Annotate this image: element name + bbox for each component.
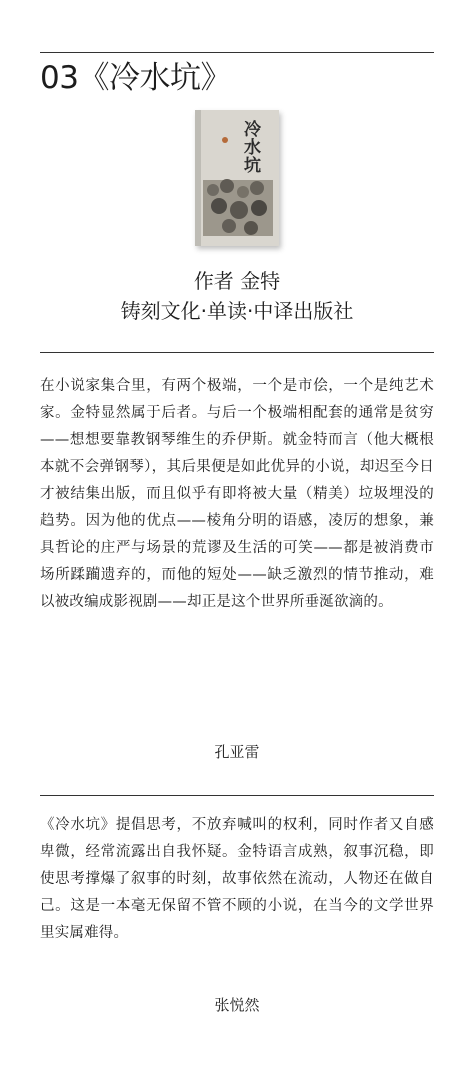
book-cover-image (195, 110, 279, 246)
review-author: 张悦然 (214, 996, 260, 1014)
review-author: 孔亚雷 (214, 743, 260, 761)
review-text: 在小说家集合里，有两个极端，一个是市侩，一个是纯艺术家。金特显然属于后者。与后一个极端相配套的通常是贫穷——想想要靠教钢琴维生的乔伊斯。就金特而言（他大概根本就不会弹钢琴），其后果便是如此优异的小说，却迟至今日才被结集出版，而且似乎有即将被大量（精美）垃圾埋没的趋势。因为他的优点——棱角分明的语感，凌厉的想象，兼具哲论的庄严与场景的荒谬及生活的可笑——都是被消费市场所蹂躏遗弃的，而他的短处——缺乏激烈的情节推动，难以被改编成影视剧——却正是这个世界所垂涎欲滴的。 (40, 378, 434, 610)
book-publisher: 铸刻文化·单读·中译出版社 (120, 299, 354, 323)
section-title: 03《冷水坑》 (40, 60, 231, 96)
book-author: 作者 金特 (193, 269, 281, 293)
top-divider (40, 52, 434, 53)
cover-title: 冷水坑 (240, 120, 260, 174)
review-divider (40, 795, 434, 796)
meta-divider (40, 352, 434, 353)
review-text: 《冷水坑》提倡思考，不放弃喊叫的权利，同时作者又自感卑微，经常流露出自我怀疑。金特语言成熟，叙事沉稳，即使思考撑爆了叙事的时刻，故事依然在流动，人物还在做自己。这是一本毫无保留不管不顾的小说，在当今的文学世界里实属难得。 (40, 817, 434, 941)
